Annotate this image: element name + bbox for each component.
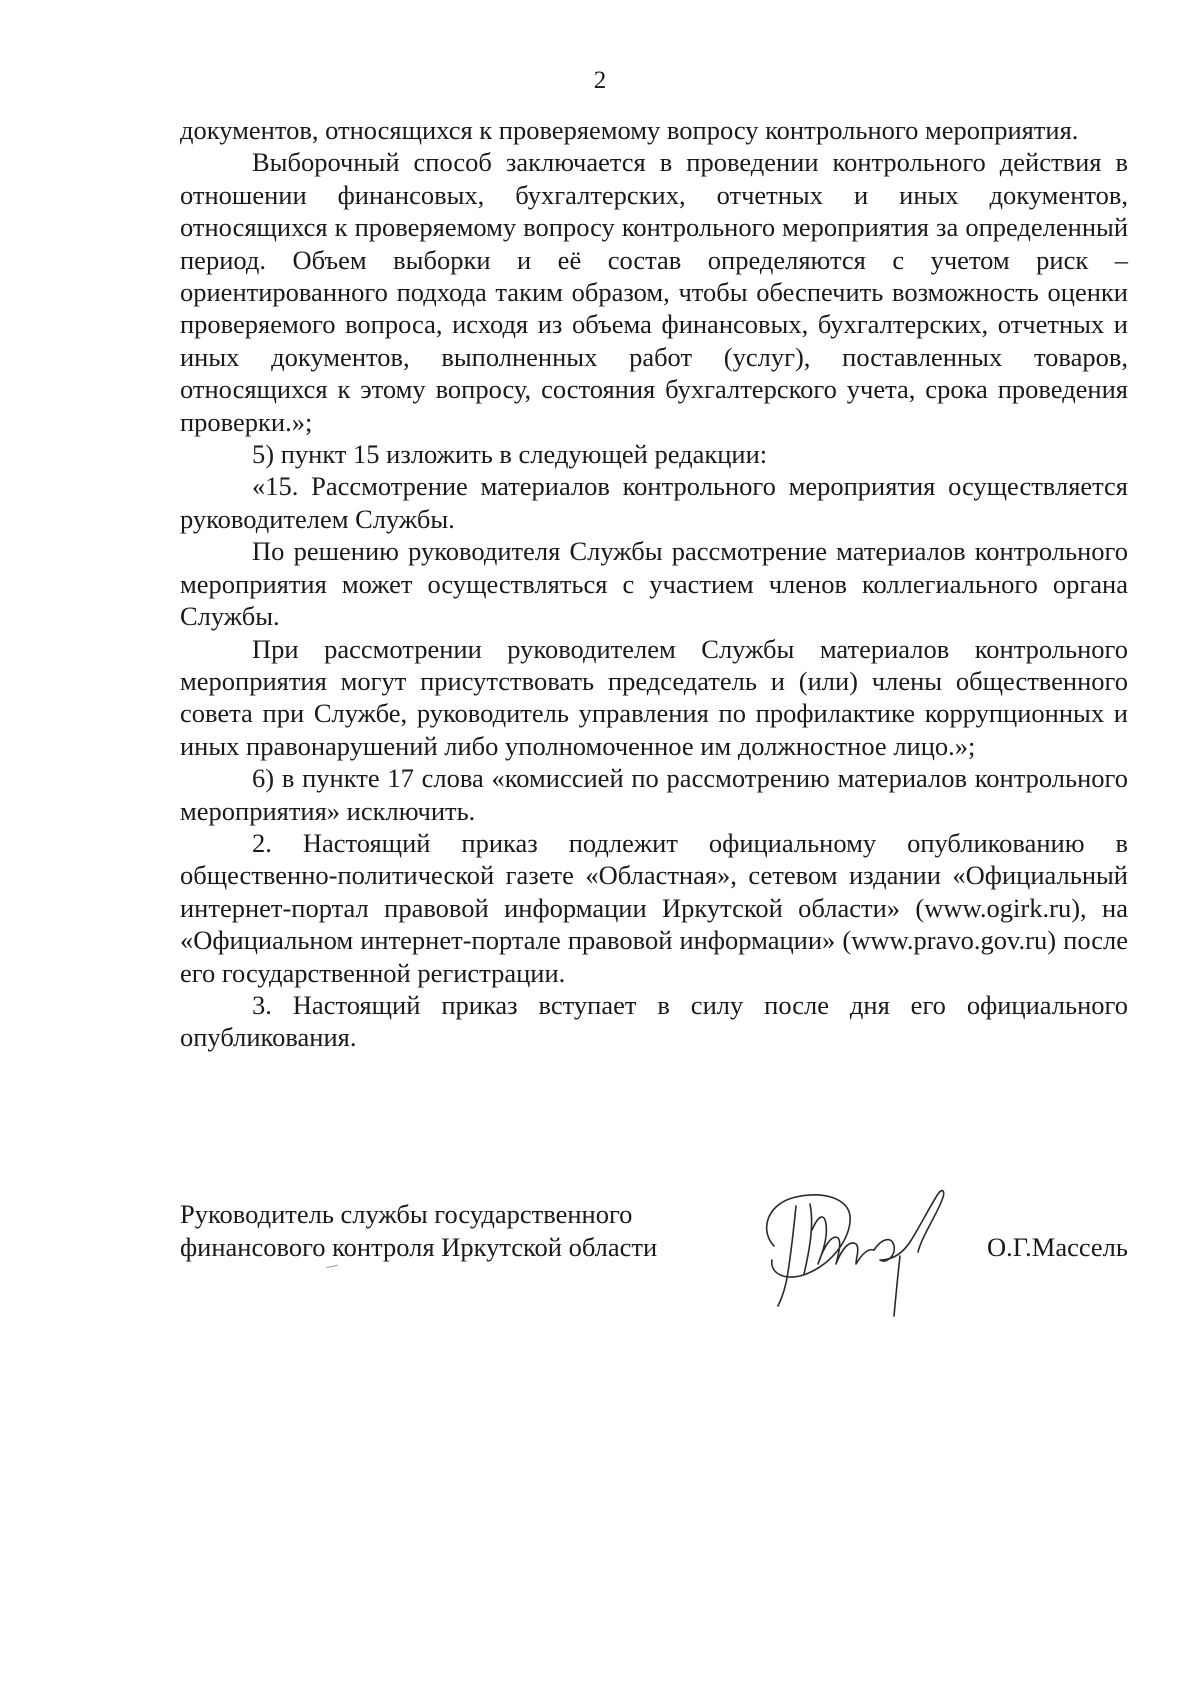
signer-position xyxy=(180,1198,657,1264)
paragraph-publication: 2. Настоящий приказ подлежит официальному опубликованию в общественно-политической газете «Областная», сетевом издании «Официальный интернет-портал правовой информации Иркутской области» (www.ogirk.ru), на «Официальном интернет-портале правовой информации» (www.pravo.gov.ru) после его государственной регистрации. xyxy=(180,827,1128,988)
paragraph-clause-15: «15. Рассмотрение материалов контрольного мероприятия осуществляется руководителем Службы. xyxy=(180,471,1128,534)
signer-name: О.Г.Массель xyxy=(987,1232,1128,1262)
signer-position-line-2: финансового контроля Иркутской области xyxy=(180,1232,658,1262)
handwritten-signature xyxy=(752,1176,992,1326)
paragraph-collegial-body: По решению руководителя Службы рассмотрение материалов контрольного мероприятия может осуществляться с участием членов коллегиального органа Службы. xyxy=(180,536,1128,632)
signature-block xyxy=(180,1198,1128,1338)
document-body xyxy=(180,114,1128,1054)
signer-position-line-1: Руководитель службы государственного xyxy=(180,1199,633,1229)
paragraph-attendees: При рассмотрении руководителем Службы материалов контрольного мероприятия могут присутствовать председатель и (или) члены общественного совета при Службе, руководитель управления по профилактике коррупционных и иных правонарушений либо уполномоченное им должностное лицо.»; xyxy=(180,633,1128,761)
paragraph-continuation: документов, относящихся к проверяемому вопросу контрольного мероприятия. xyxy=(180,115,1079,145)
paragraph-item-6: 6) в пункте 17 слова «комиссией по рассмотрению материалов контрольного мероприятия» исключить. xyxy=(180,763,1128,826)
paragraph-effective-date: 3. Настоящий приказ вступает в силу после дня его официального опубликования. xyxy=(180,989,1128,1053)
paragraph-sampling-method: Выборочный способ заключается в проведении контрольного действия в отношении финансовых, бухгалтерских, отчетных и иных документов, относящихся к проверяемому вопросу контрольного мероприятия за определенный период. Объем выборки и её состав определяются с учетом риск – ориентированного подхода таким образом, чтобы обеспечить возможность оценки проверяемого вопроса, исходя из объема финансовых, бухгалтерских, отчетных и иных документов, выполненных работ (услуг), поставленных товаров, относящихся к этому вопросу, состояния бухгалтерского учета, срока проведения проверки.»; xyxy=(180,147,1128,437)
page-number: 2 xyxy=(593,67,607,94)
paragraph-item-5: 5) пункт 15 изложить в следующей редакции: xyxy=(252,439,768,470)
